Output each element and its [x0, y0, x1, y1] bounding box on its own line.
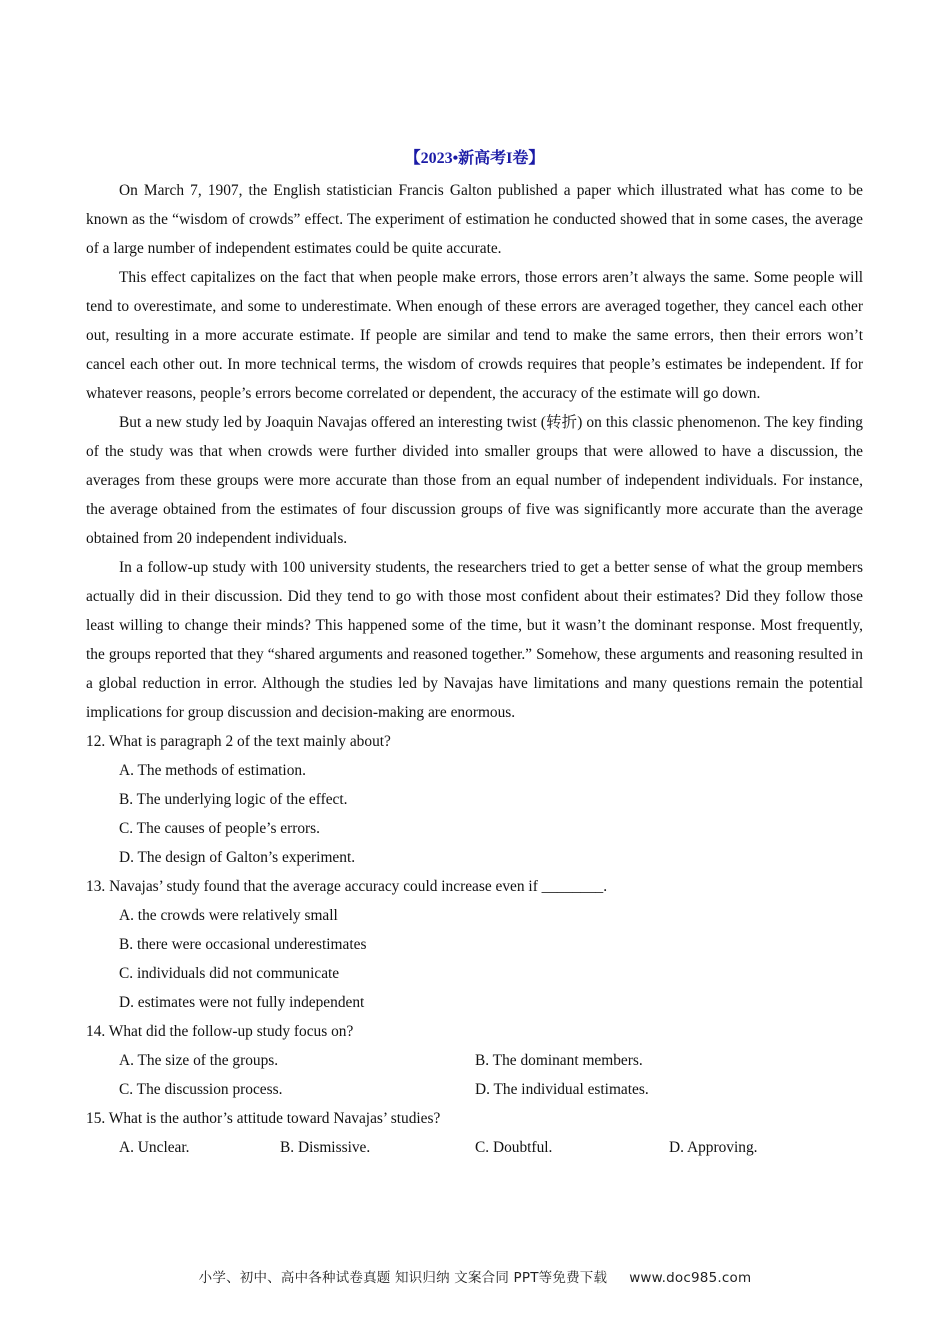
question-15: [86, 1104, 863, 1162]
footer-url[interactable]: www.doc985.com: [629, 1270, 752, 1286]
option-a: A. Unclear.: [119, 1139, 190, 1156]
option-b: B. The dominant members.: [475, 1052, 643, 1069]
reading-passage: [86, 176, 863, 727]
question-12: [86, 727, 863, 872]
options-row: [86, 1133, 863, 1162]
option-a: A. The size of the groups.: [119, 1052, 279, 1069]
passage-paragraph-4: In a follow-up study with 100 university students, the researchers tried to get a better sense of what the group members actually did in their discussion. Did they tend to go with those most confident about their estimates? Did they follow those least willing to change their minds? This happened some of the time, but it wasn’t the dominant response. Most frequently, the groups reported that they “shared arguments and reasoned together.” Somehow, these arguments and reasoning resulted in a global reduction in error. Although the studies led by Navajas have limitations and many questions remain the potential implications for group discussion and decision-making are enormous.: [86, 559, 863, 721]
question-stem: 14. What did the follow-up study focus on?: [86, 1023, 354, 1040]
option-d: D. estimates were not fully independent: [119, 994, 365, 1011]
document-page: [86, 142, 863, 1162]
passage-paragraph-1: On March 7, 1907, the English statistician Francis Galton published a paper which illustrated what has come to be known as the “wisdom of crowds” effect. The experiment of estimation he conducted showed that in some cases, the average of a large number of independent estimates could be quite accurate.: [86, 182, 863, 257]
question-stem: 13. Navajas’ study found that the average accuracy could increase even if ________.: [86, 878, 608, 895]
option-d: D. The design of Galton’s experiment.: [119, 849, 356, 866]
option-c: C. individuals did not communicate: [119, 965, 340, 982]
option-c: C. The discussion process.: [119, 1081, 283, 1098]
options-row-2: [86, 1075, 863, 1104]
footer-text: 小学、初中、高中各种试卷真题 知识归纳 文案合同 PPT等免费下载: [198, 1270, 608, 1286]
option-b: B. Dismissive.: [280, 1139, 371, 1156]
passage-paragraph-3: But a new study led by Joaquin Navajas offered an interesting twist (转折) on this classic phenomenon. The key finding of the study was that when crowds were further divided into smaller groups that were allowed to have a discussion, the averages from these groups were more accurate than those from an equal number of independent individuals. For instance, the average obtained from the estimates of four discussion groups of five was significantly more accurate than the average obtained from 20 independent individuals.: [86, 414, 863, 547]
question-14: [86, 1017, 863, 1104]
option-a: A. The methods of estimation.: [119, 762, 306, 779]
options-row-1: [86, 1046, 863, 1075]
question-stem: 15. What is the author’s attitude toward Navajas’ studies?: [86, 1110, 441, 1127]
exam-title: 【2023•新高考I卷】: [404, 150, 545, 167]
option-b: B. there were occasional underestimates: [119, 936, 367, 953]
option-a: A. the crowds were relatively small: [119, 907, 338, 924]
passage-paragraph-2: This effect capitalizes on the fact that when people make errors, those errors aren’t always the same. Some people will tend to overestimate, and some to underestimate. When enough of these errors are averaged together, they cancel each other out, resulting in a more accurate estimate. If people are similar and tend to make the same errors, then their errors won’t cancel each other out. In more technical terms, the wisdom of crowds requires that people’s estimates be independent. If for whatever reasons, people’s errors become correlated or dependent, the accuracy of the estimate will go down.: [86, 269, 863, 402]
option-b: B. The underlying logic of the effect.: [119, 791, 348, 808]
page-footer: [0, 1266, 950, 1286]
option-d: D. Approving.: [669, 1139, 758, 1156]
option-d: D. The individual estimates.: [475, 1081, 649, 1098]
option-c: C. Doubtful.: [475, 1139, 553, 1156]
option-c: C. The causes of people’s errors.: [119, 820, 321, 837]
question-13: [86, 872, 863, 1017]
question-stem: 12. What is paragraph 2 of the text mainly about?: [86, 733, 391, 750]
